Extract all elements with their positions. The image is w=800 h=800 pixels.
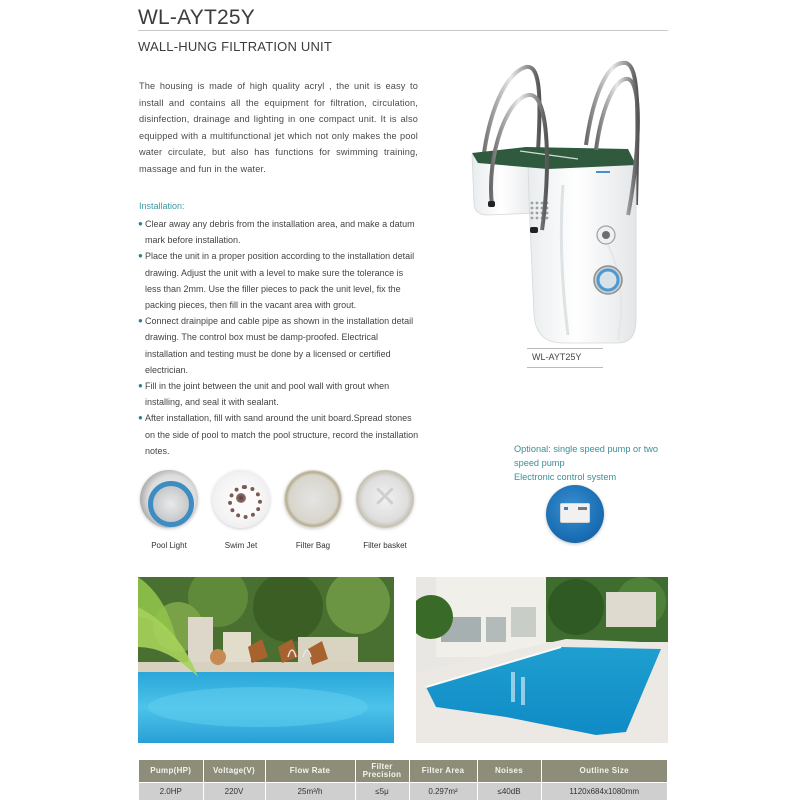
header-filter-precision: Filter Precision: [355, 760, 409, 782]
villa-pool-photo: [416, 577, 668, 743]
optional-pump-text: Optional: single speed pump or two speed pump: [514, 444, 659, 468]
accessory-label: Filter basket: [363, 541, 407, 550]
accessory-label: Pool Light: [151, 541, 187, 550]
accessory-filter-basket: [354, 470, 416, 550]
header-noises: Noises: [477, 760, 541, 782]
bullet-icon: ●: [138, 316, 143, 326]
header-pump: Pump(HP): [139, 760, 203, 782]
bullet-icon: ●: [138, 413, 143, 423]
swim-jet-image: [212, 470, 270, 528]
product-caption: WL-AYT25Y: [532, 352, 582, 362]
cell-flow-rate: 25m³/h: [265, 782, 355, 800]
pool-light-image: [140, 470, 198, 528]
optional-note: [514, 442, 674, 484]
installation-heading: Installation:: [139, 201, 185, 211]
page-subtitle: WALL-HUNG FILTRATION UNIT: [138, 39, 332, 54]
accessory-swim-jet: [210, 470, 272, 550]
cell-voltage: 220V: [203, 782, 265, 800]
accessories-row: [138, 470, 428, 560]
cell-filter-area: 0.297m²: [409, 782, 477, 800]
header-outline-size: Outline Size: [541, 760, 667, 782]
installation-steps: [139, 216, 421, 459]
garden-pool-photo: [138, 577, 394, 743]
caption-rule-bottom: [527, 367, 603, 368]
cell-filter-precision: ≤5μ: [355, 782, 409, 800]
header-filter-area: Filter Area: [409, 760, 477, 782]
accessory-pool-light: [138, 470, 200, 550]
title-divider: [138, 30, 668, 31]
cell-pump: 2.0HP: [139, 782, 203, 800]
bullet-icon: ●: [138, 381, 143, 391]
product-image: [468, 55, 646, 347]
page-title: WL-AYT25Y: [138, 6, 255, 29]
installation-step: ● Clear away any debris from the installation area, and make a datum mark before installation.: [139, 216, 421, 248]
accessory-label: Filter Bag: [295, 541, 331, 550]
filter-bag-image: [284, 470, 342, 528]
controller-panel: [560, 503, 590, 523]
table-row: [139, 782, 667, 800]
installation-step: ● Place the unit in a proper position according to the installation detail drawing. Adjust the unit with a level to make sure the tolerance is less than 2mm. Use the filler pieces to pack the unit level, fix the packing pieces, then fill in the vacant area with grout.: [139, 248, 421, 313]
header-voltage: Voltage(V): [203, 760, 265, 782]
installation-step: ● After installation, fill with sand around the unit board.Spread stones on the side of pool to match the pool structure, record the installation notes.: [139, 410, 421, 459]
intro-paragraph: The housing is made of high quality acryl , the unit is easy to install and contains all the equipment for filtration, circulation, disinfection, drainage and lighting in one compact unit. It is also equipped with a multifunctional jet which not only makes the pool water circulate, but also has functions for swimming training, massage and fun in the water.: [139, 81, 418, 174]
spec-table: [139, 760, 667, 800]
cell-outline-size: 1120x684x1080mm: [541, 782, 667, 800]
electronic-controller-image: [546, 485, 604, 543]
accessory-filter-bag: [282, 470, 344, 550]
accessory-label: Swim Jet: [224, 541, 258, 550]
bullet-icon: ●: [138, 219, 143, 228]
cell-noises: ≤40dB: [477, 782, 541, 800]
spec-table-header-row: [139, 760, 667, 782]
header-flow-rate: Flow Rate: [265, 760, 355, 782]
filter-basket-image: [356, 470, 414, 528]
optional-control-text: Electronic control system: [514, 472, 617, 482]
installation-step: ● Connect drainpipe and cable pipe as shown in the installation detail drawing. The control box must be damp-proofed. Electrical installation and testing must be done by a licensed or certified electrician.: [139, 313, 421, 378]
installation-step: ● Fill in the joint between the unit and pool wall with grout when installing, and seal it with sealant.: [139, 378, 421, 410]
caption-rule-top: [527, 348, 603, 349]
bullet-icon: ●: [138, 251, 143, 261]
